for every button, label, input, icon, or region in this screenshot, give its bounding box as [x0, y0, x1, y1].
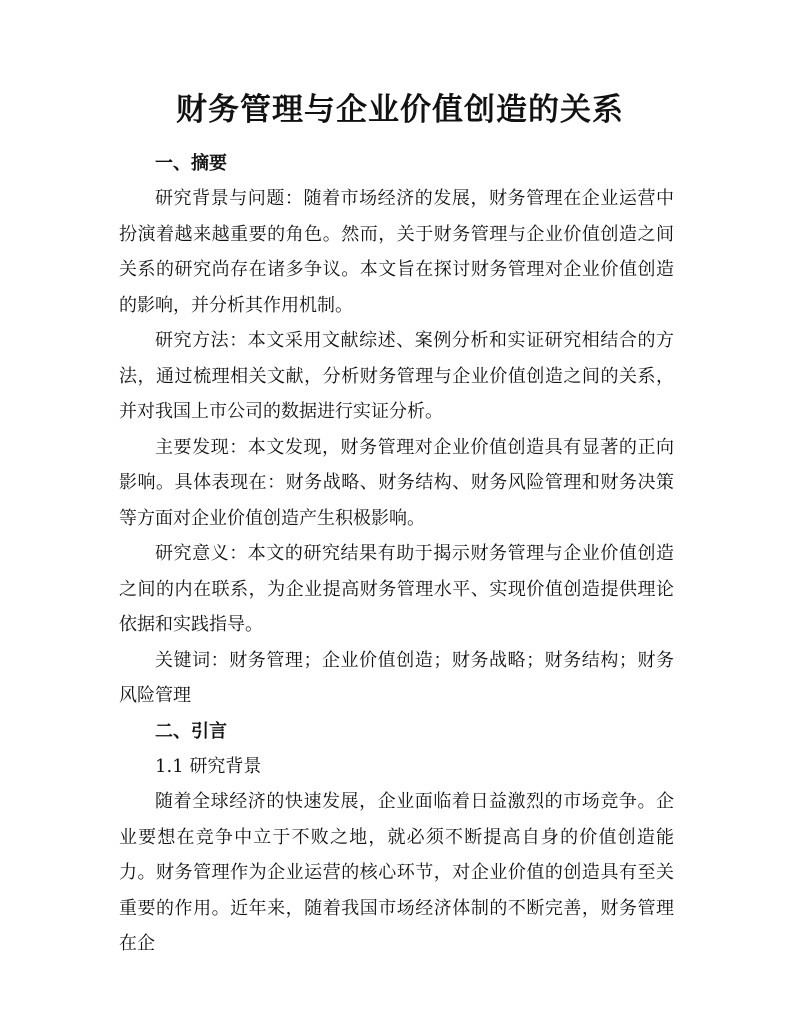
abstract-paragraph-background: 研究背景与问题：随着市场经济的发展，财务管理在企业运营中扮演着越来越重要的角色。然而，关于财务管理与企业价值创造之间关系的研究尚存在诸多争议。本文旨在探讨财务管理对企业价值创造的影响，并分析其作用机制。 [119, 188, 674, 316]
abstract-paragraph-method: 研究方法：本文采用文献综述、案例分析和实证研究相结合的方法，通过梳理相关文献，分析财务管理与企业价值创造之间的关系，并对我国上市公司的数据进行实证分析。 [119, 330, 674, 422]
abstract-paragraph-findings: 主要发现：本文发现，财务管理对企业价值创造具有显著的正向影响。具体表现在：财务战略、财务结构、财务风险管理和财务决策等方面对企业价值创造产生积极影响。 [119, 436, 674, 529]
document-body [119, 146, 674, 962]
abstract-heading: 一、摘要 [155, 153, 227, 174]
intro-subheading: 1.1 研究背景 [155, 755, 262, 777]
intro-paragraph-background: 随着全球经济的快速发展，企业面临着日益激烈的市场竞争。企业要想在竞争中立于不败之地，就必须不断提高自身的价值创造能力。财务管理作为企业运营的核心环节，对企业价值的创造具有至关重要的作用。近年来，随着我国市场经济体制的不断完善，财务管理在企 [119, 791, 674, 954]
abstract-paragraph-significance: 研究意义：本文的研究结果有助于揭示财务管理与企业价值创造之间的内在联系，为企业提高财务管理水平、实现价值创造提供理论依据和实践指导。 [119, 543, 674, 635]
intro-heading: 二、引言 [155, 720, 227, 742]
abstract-keywords: 关键词：财务管理；企业价值创造；财务战略；财务结构；财务风险管理 [119, 649, 674, 706]
document-title: 财务管理与企业价值创造的关系 [176, 92, 624, 128]
